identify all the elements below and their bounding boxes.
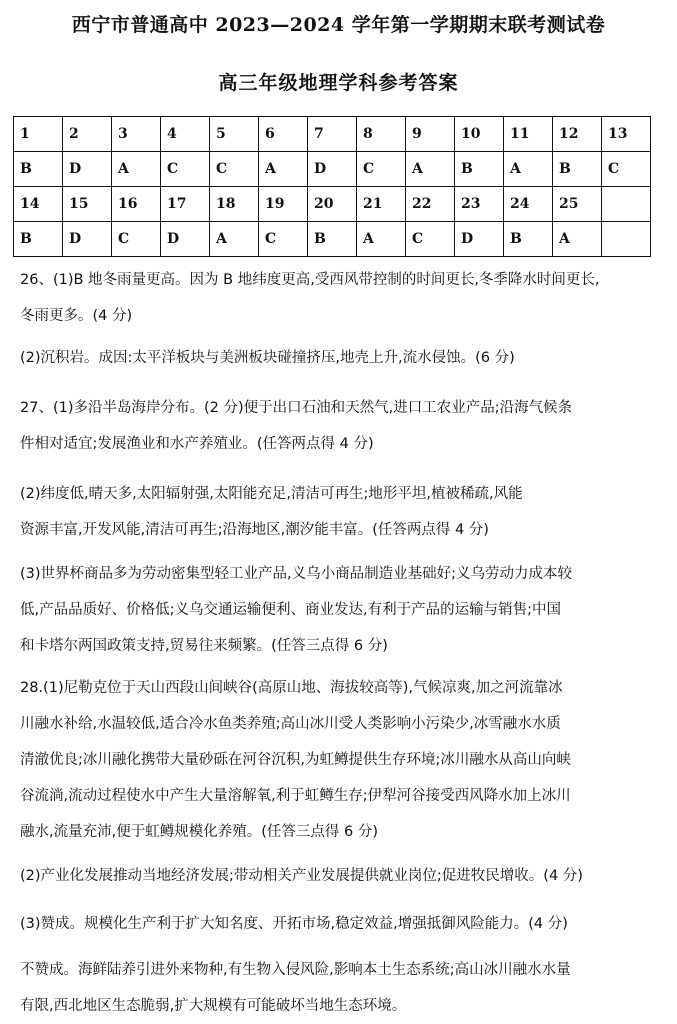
answer-cell: B <box>14 152 63 187</box>
answer-cell: A <box>553 222 602 257</box>
answer-line: 26、(1)B 地冬雨量更高。因为 B 地纬度更高,受西风带控制的时间更长,冬季降水时间更长, <box>20 272 600 288</box>
answer-28-3-alt <box>20 952 648 1024</box>
question-number-cell: 18 <box>210 187 259 222</box>
question-number-row <box>14 187 651 222</box>
question-number-cell: 22 <box>406 187 455 222</box>
answer-cell: D <box>63 222 112 257</box>
answer-cell: C <box>406 222 455 257</box>
question-number-cell: 24 <box>504 187 553 222</box>
answer-cell: B <box>455 152 504 187</box>
answer-line: (2)纬度低,晴天多,太阳辐射强,太阳能充足,清洁可再生;地形平坦,植被稀疏,风能 <box>20 486 523 502</box>
answer-27-1 <box>20 390 648 462</box>
answer-line: 件相对适宜;发展渔业和水产养殖业。(任答两点得 4 分) <box>20 436 374 452</box>
question-number-cell: 4 <box>161 117 210 152</box>
answer-key-row <box>14 222 651 257</box>
question-number-cell: 13 <box>602 117 651 152</box>
answer-line: 有限,西北地区生态脆弱,扩大规模有可能破坏当地生态环境。 <box>20 998 407 1014</box>
answer-cell: C <box>161 152 210 187</box>
question-number-cell: 2 <box>63 117 112 152</box>
answer-cell: D <box>63 152 112 187</box>
answer-28-2 <box>20 858 648 894</box>
answer-line: (2)沉积岩。成因:太平洋板块与美洲板块碰撞挤压,地壳上升,流水侵蚀。(6 分) <box>20 350 515 366</box>
answer-line: (3)赞成。规模化生产利于扩大知名度、开拓市场,稳定效益,增强抵御风险能力。(4 分) <box>20 916 568 932</box>
question-number-cell: 9 <box>406 117 455 152</box>
page-subtitle: 高三年级地理学科参考答案 <box>218 72 459 94</box>
answer-27-3 <box>20 556 648 664</box>
page-title: 西宁市普通高中 2023—2024 学年第一学期期末联考测试卷 <box>71 14 606 36</box>
answer-line: (3)世界杯商品多为劳动密集型轻工业产品,义乌小商品制造业基础好;义乌劳动力成本较 <box>20 566 573 582</box>
answer-27-2 <box>20 476 648 548</box>
answer-cell: A <box>357 222 406 257</box>
question-number-cell <box>602 187 651 222</box>
question-number-cell: 8 <box>357 117 406 152</box>
question-number-cell: 19 <box>259 187 308 222</box>
answer-line: 清澈优良;冰川融化携带大量砂砾在河谷沉积,为虹鳟提供生存环境;冰川融水从高山向峡 <box>20 752 571 768</box>
question-number-cell: 12 <box>553 117 602 152</box>
answer-line: 不赞成。海鲜陆养引进外来物种,有生物入侵风险,影响本土生态系统;高山冰川融水水量 <box>20 962 571 978</box>
answer-cell: A <box>112 152 161 187</box>
question-number-cell: 21 <box>357 187 406 222</box>
answer-line: 低,产品品质好、价格低;义乌交通运输便利、商业发达,有利于产品的运输与销售;中国 <box>20 602 561 618</box>
question-number-row <box>14 117 651 152</box>
answer-cell: A <box>210 222 259 257</box>
answer-cell: B <box>504 222 553 257</box>
answer-line: 28.(1)尼勒克位于天山西段山间峡谷(高原山地、海拔较高等),气候凉爽,加之河流靠冰 <box>20 680 563 696</box>
answer-cell <box>602 222 651 257</box>
question-number-cell: 20 <box>308 187 357 222</box>
answer-line: 和卡塔尔两国政策支持,贸易往来频繁。(任答三点得 6 分) <box>20 638 388 654</box>
answer-cell: B <box>308 222 357 257</box>
answer-cell: A <box>406 152 455 187</box>
answer-line: 冬雨更多。(4 分) <box>20 308 133 324</box>
answer-cell: C <box>210 152 259 187</box>
question-number-cell: 3 <box>112 117 161 152</box>
answer-cell: B <box>14 222 63 257</box>
answer-cell: C <box>112 222 161 257</box>
question-number-cell: 1 <box>14 117 63 152</box>
answer-28-3 <box>20 906 648 942</box>
answer-line: 川融水补给,水温较低,适合冷水鱼类养殖;高山冰川受人类影响小污染少,冰雪融水水质 <box>20 716 561 732</box>
answer-line: (2)产业化发展推动当地经济发展;带动相关产业发展提供就业岗位;促进牧民增收。(4 分) <box>20 868 583 884</box>
answer-26-2 <box>20 340 648 376</box>
question-number-cell: 7 <box>308 117 357 152</box>
answer-line: 融水,流量充沛,便于虹鳟规模化养殖。(任答三点得 6 分) <box>20 824 378 840</box>
question-number-cell: 15 <box>63 187 112 222</box>
answer-cell: D <box>161 222 210 257</box>
answer-table <box>13 116 651 257</box>
answer-cell: A <box>504 152 553 187</box>
question-number-cell: 14 <box>14 187 63 222</box>
answer-line: 谷流淌,流动过程使水中产生大量溶解氧,利于虹鳟生存;伊犁河谷接受西风降水加上冰川 <box>20 788 571 804</box>
question-number-cell: 11 <box>504 117 553 152</box>
question-number-cell: 25 <box>553 187 602 222</box>
question-number-cell: 23 <box>455 187 504 222</box>
answer-cell: C <box>259 222 308 257</box>
question-number-cell: 6 <box>259 117 308 152</box>
answer-line: 资源丰富,开发风能,清洁可再生;沿海地区,潮汐能丰富。(任答两点得 4 分) <box>20 522 489 538</box>
answer-26-1 <box>20 262 648 334</box>
answer-cell: B <box>553 152 602 187</box>
answer-cell: D <box>455 222 504 257</box>
question-number-cell: 17 <box>161 187 210 222</box>
answer-cell: C <box>357 152 406 187</box>
question-number-cell: 5 <box>210 117 259 152</box>
answer-line: 27、(1)多沿半岛海岸分布。(2 分)便于出口石油和天然气,进口工农业产品;沿海气候条 <box>20 400 573 416</box>
answer-cell: C <box>602 152 651 187</box>
question-number-cell: 16 <box>112 187 161 222</box>
answer-cell: D <box>308 152 357 187</box>
answer-cell: A <box>259 152 308 187</box>
answer-28-1 <box>20 670 648 850</box>
question-number-cell: 10 <box>455 117 504 152</box>
answer-key-row <box>14 152 651 187</box>
